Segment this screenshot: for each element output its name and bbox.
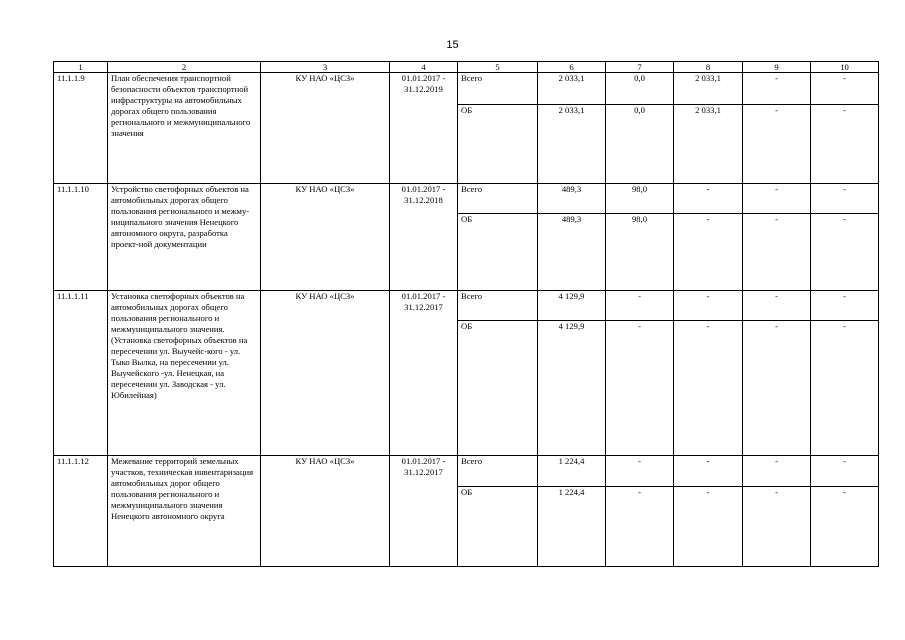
item-code: 11.1.1.10 [54, 184, 108, 291]
amount-col-10: - [811, 487, 879, 567]
funding-source: Всего [458, 291, 538, 321]
amount-col-8: - [674, 214, 743, 291]
amount-col-10: - [811, 321, 879, 456]
amount-col-10: - [811, 184, 879, 214]
amount-col-9: - [743, 291, 811, 321]
table-row [54, 291, 879, 321]
column-number: 2 [108, 62, 261, 73]
funding-source: ОБ [458, 321, 538, 456]
amount-col-6: 1 224,4 [538, 456, 606, 487]
amount-col-8: - [674, 321, 743, 456]
item-organization: КУ НАО «ЦСЗ» [261, 184, 390, 291]
item-period: 01.01.2017 - 31.12.2017 [390, 456, 458, 567]
amount-col-6: 2 033,1 [538, 105, 606, 184]
amount-col-9: - [743, 105, 811, 184]
program-table [53, 61, 879, 567]
column-number: 3 [261, 62, 390, 73]
amount-col-10: - [811, 291, 879, 321]
amount-col-8: - [674, 291, 743, 321]
amount-col-8: 2 033,1 [674, 73, 743, 105]
amount-col-10: - [811, 73, 879, 105]
amount-col-7: - [606, 321, 674, 456]
column-number: 8 [674, 62, 743, 73]
column-number-row [54, 62, 879, 73]
funding-source: ОБ [458, 487, 538, 567]
amount-col-8: - [674, 487, 743, 567]
amount-col-6: 489,3 [538, 214, 606, 291]
item-organization: КУ НАО «ЦСЗ» [261, 73, 390, 184]
funding-source: ОБ [458, 105, 538, 184]
funding-source: ОБ [458, 214, 538, 291]
column-number: 7 [606, 62, 674, 73]
amount-col-9: - [743, 456, 811, 487]
amount-col-9: - [743, 73, 811, 105]
amount-col-6: 4 129,9 [538, 321, 606, 456]
amount-col-10: - [811, 456, 879, 487]
item-period: 01.01.2017 - 31.12.2018 [390, 184, 458, 291]
item-code: 11.1.1.12 [54, 456, 108, 567]
amount-col-6: 2 033,1 [538, 73, 606, 105]
amount-col-8: - [674, 184, 743, 214]
amount-col-9: - [743, 487, 811, 567]
item-period: 01.01.2017 - 31.12.2019 [390, 73, 458, 184]
page-number: 15 [446, 39, 459, 51]
item-organization: КУ НАО «ЦСЗ» [261, 291, 390, 456]
amount-col-7: 98,0 [606, 214, 674, 291]
table-row [54, 184, 879, 214]
item-name: Установка светофорных объектов на автомобильных дорогах общего пользования регионального и межмуниципального значения. (Установка светофорных объектов на пересечении ул. Выучейс-кого - ул. Тыко Вылка, на пересечении ул. Выучейского -ул. Ненецкая, на пересечении ул. Заводская - ул. Юбилейная) [108, 291, 261, 456]
column-number: 1 [54, 62, 108, 73]
amount-col-7: - [606, 291, 674, 321]
column-number: 5 [458, 62, 538, 73]
amount-col-7: 0,0 [606, 105, 674, 184]
item-code: 11.1.1.9 [54, 73, 108, 184]
amount-col-6: 1 224,4 [538, 487, 606, 567]
amount-col-10: - [811, 105, 879, 184]
item-organization: КУ НАО «ЦСЗ» [261, 456, 390, 567]
funding-source: Всего [458, 456, 538, 487]
amount-col-8: 2 033,1 [674, 105, 743, 184]
column-number: 4 [390, 62, 458, 73]
amount-col-9: - [743, 214, 811, 291]
amount-col-10: - [811, 214, 879, 291]
table-row [54, 73, 879, 105]
item-period: 01.01.2017 - 31.12.2017 [390, 291, 458, 456]
column-number: 6 [538, 62, 606, 73]
amount-col-9: - [743, 321, 811, 456]
amount-col-7: 98,0 [606, 184, 674, 214]
funding-source: Всего [458, 184, 538, 214]
item-code: 11.1.1.11 [54, 291, 108, 456]
table-row [54, 456, 879, 487]
item-name: План обеспечения транспортной безопасности объектов транспортной инфраструктуры на автомобильных дорогах общего пользования регионального и межмуниципального значения [108, 73, 261, 184]
item-name: Устройство светофорных объектов на автомобильных дорогах общего пользования регионального и межму-ниципального значения Ненецкого автономного округа, разработка проект-ной документации [108, 184, 261, 291]
amount-col-6: 489,3 [538, 184, 606, 214]
column-number: 9 [743, 62, 811, 73]
funding-source: Всего [458, 73, 538, 105]
column-number: 10 [811, 62, 879, 73]
amount-col-6: 4 129,9 [538, 291, 606, 321]
amount-col-7: - [606, 487, 674, 567]
amount-col-7: - [606, 456, 674, 487]
amount-col-7: 0,0 [606, 73, 674, 105]
item-name: Межевание территорий земельных участков, техническая инвентаризация автомобильных дорог общего пользования регионального и межмуниципального значения Ненецкого автономного округа [108, 456, 261, 567]
amount-col-8: - [674, 456, 743, 487]
amount-col-9: - [743, 184, 811, 214]
